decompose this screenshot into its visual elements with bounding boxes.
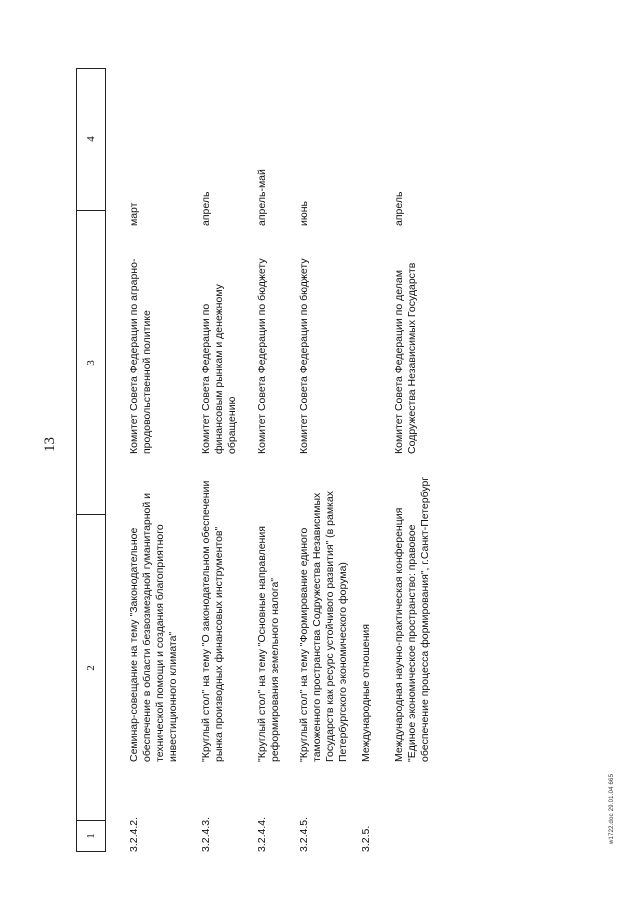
event-title: "Круглый стол" на тему "Основные направления реформирования земельного налога" [256, 526, 281, 762]
page-number: 13 [42, 437, 58, 452]
row-number: 3.2.4.4. [256, 816, 268, 852]
column-header-4: 4 [85, 136, 97, 142]
event-title: "Круглый стол" на тему "О законодательном обеспечении рынка производных финансовых инструментов" [200, 480, 225, 762]
event-date: апрель [200, 191, 212, 226]
responsible-committee: Комитет Совета Федерации по аграрно-продовольственной политике [128, 258, 153, 454]
event-date: апрель-май [256, 169, 268, 226]
event-title: Международная научно-практическая конференция "Единое экономическое пространство: правовое обеспечение процесса формирования", г.Санкт-Петербург [393, 476, 431, 762]
responsible-committee: Комитет Совета Федерации по делам Содружества Независимых Государств [393, 262, 418, 454]
row-number: 3.2.5. [360, 825, 372, 852]
event-date: июнь [298, 200, 310, 226]
section-title: Международные отношения [360, 624, 372, 762]
row-number: 3.2.4.2. [128, 816, 140, 852]
row-number: 3.2.4.3. [200, 816, 212, 852]
row-number: 3.2.4.5. [298, 816, 310, 852]
column-header-2: 2 [77, 514, 105, 821]
rotated-landscape-content [0, 40, 640, 900]
responsible-committee: Комитет Совета Федерации по бюджету [298, 258, 310, 454]
table-header [76, 68, 106, 852]
event-date: март [128, 202, 140, 226]
event-date: апрель [393, 191, 405, 226]
responsible-committee: Комитет Совета Федерации по финансовым рынкам и денежному обращению [200, 284, 238, 454]
responsible-committee: Комитет Совета Федерации по бюджету [256, 258, 268, 454]
column-header-1: 1 [77, 820, 105, 851]
document-footer-code: w1722.doc 29.01.04 665 [609, 773, 615, 844]
event-title: "Круглый стол" на тему "Формирование единого таможенного пространства Содружества Независимых Государств как ресурс устойчивого развития" (в рамках Петербургского экономического форума) [298, 491, 349, 762]
column-header-3: 3 [77, 210, 105, 515]
event-title: Семинар-совещание на тему "Законодательное обеспечение в области безвозмездной гуманитарной и технической помощи и создания благоприятного инвестиционного климата" [128, 492, 179, 762]
